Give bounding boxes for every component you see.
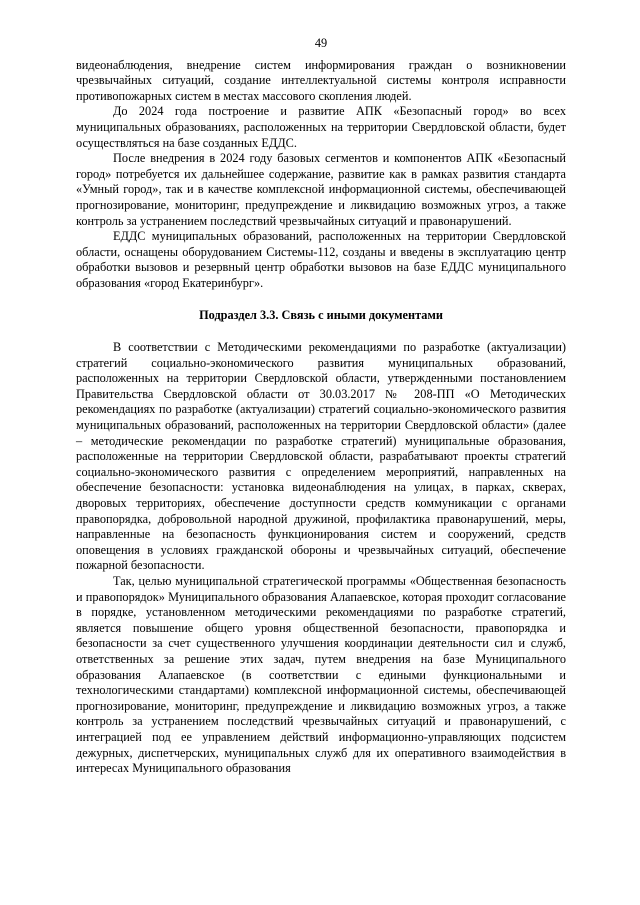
page-number: 49 <box>314 36 328 50</box>
paragraph-6: Так, целью муниципальной стратегической программы «Общественная безопасность и правопорядок» Муниципального образования Алапаевское, которая проходит согласование в порядке, установленном методическими рекомендациями по разработке стратегий, является повышение общего уровня общественной безопасности, правопорядка и безопасности за счет существенного улучшения координации деятельности сил и служб, ответственных за решение этих задач, путем внедрения на базе Муниципального образования Алапаевское (в соответствии с едиными функциональными и технологическими стандартами) комплексной информационной системы, обеспечивающей прогнозирование, мониторинг, предупреждение и ликвидацию возможных угроз, а также контроль за устранением последствий чрезвычайных ситуаций и правонарушений, с интеграцией под ее управлением действий информационно-управляющих подсистем дежурных, диспетчерских, муниципальных служб для их оперативного взаимодействия в интересах Муниципального образования <box>76 574 566 776</box>
paragraph-3: После внедрения в 2024 году базовых сегментов и компонентов АПК «Безопасный город» потребуется их дальнейшее содержание, развитие как в рамках развития стандарта «Умный город», так и в качестве комплексной информационной системы, обеспечивающей прогнозирование, мониторинг, предупреждение и ликвидацию возможных угроз, а также контроль за устранением последствий чрезвычайных ситуаций и правонарушений. <box>76 151 566 228</box>
document-page <box>76 36 566 777</box>
section-heading: Подраздел 3.3. Связь с иными документами <box>199 307 443 322</box>
paragraph-4: ЕДДС муниципальных образований, расположенных на территории Свердловской области, оснащены оборудованием Системы-112, созданы и введены в эксплуатацию центр обработки вызовов и резервный центр обработки вызовов на базе ЕДДС муниципального образования «город Екатеринбург». <box>76 229 566 290</box>
paragraph-1: видеонаблюдения, внедрение систем информирования граждан о возникновении чрезвычайных ситуаций, создание интеллектуальной системы контроля исправности противопожарных систем в местах массового скопления людей. <box>76 57 566 103</box>
paragraph-5: В соответствии с Методическими рекомендациями по разработке (актуализации) стратегий социально-экономического развития муниципальных образований, расположенных на территории Свердловской области, утвержденными постановлением Правительства Свердловской области от 30.03.2017 № 208-ПП «О Методических рекомендациях по разработке (актуализации) стратегий социально-экономического развития муниципальных образований, расположенных на территории Свердловской области» (далее – методические рекомендации по разработке стратегий) муниципальные образования, расположенные на территории Свердловской области, разрабатывают проекты стратегий социально-экономического развития с определением мероприятий, направленных на обеспечение безопасности: установка видеонаблюдения на улицах, в парках, скверах, дворовых территориях, обеспечение доступности средств коммуникации с органами правопорядка, добровольной народной дружиной, профилактика правонарушений, меры, направленные на безопасность функционирования систем и сооружений, средств оповещения в условиях гражданской обороны и чрезвычайных ситуаций, обеспечение пожарной безопасности. <box>76 340 566 573</box>
paragraph-2: До 2024 года построение и развитие АПК «Безопасный город» во всех муниципальных образованиях, расположенных на территории Свердловской области, будет осуществляться на базе созданных ЕДДС. <box>76 104 566 150</box>
